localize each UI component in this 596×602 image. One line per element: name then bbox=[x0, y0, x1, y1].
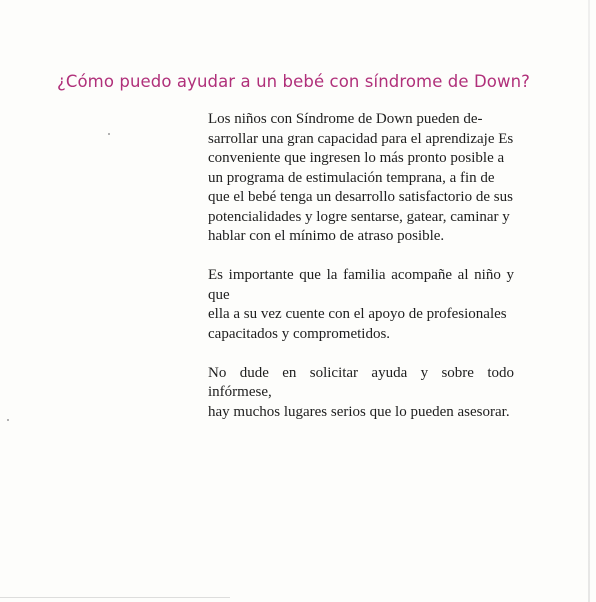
paragraph-3: No dude en solicitar ayuda y sobre todo infórmese, hay muchos lugares serios que lo pueden asesorar. bbox=[208, 364, 514, 420]
scan-speck bbox=[7, 419, 9, 421]
scan-speck bbox=[108, 133, 110, 135]
page-heading: ¿Cómo puedo ayudar a un bebé con síndrome de Down? bbox=[57, 72, 530, 91]
paragraph-1: Los niños con Síndrome de Down pueden de- sarrollar una gran capacidad para el aprendizaje Es conveniente que ingresen lo más pronto posible a un programa de estimulación temprana, a fin de que el bebé tenga un desarrollo satisfactorio de sus potencialidades y logre sentarse, gatear, caminar y hablar con el mínimo de atraso posible. bbox=[208, 111, 514, 244]
scan-edge-right bbox=[588, 0, 590, 602]
paragraph-2: Es importante que la familia acompañe al niño y que ella a su vez cuente con el apoyo de profesionales capacitados y comprometidos. bbox=[208, 267, 514, 342]
body-text bbox=[208, 110, 514, 442]
scan-edge-bottom bbox=[0, 597, 230, 598]
